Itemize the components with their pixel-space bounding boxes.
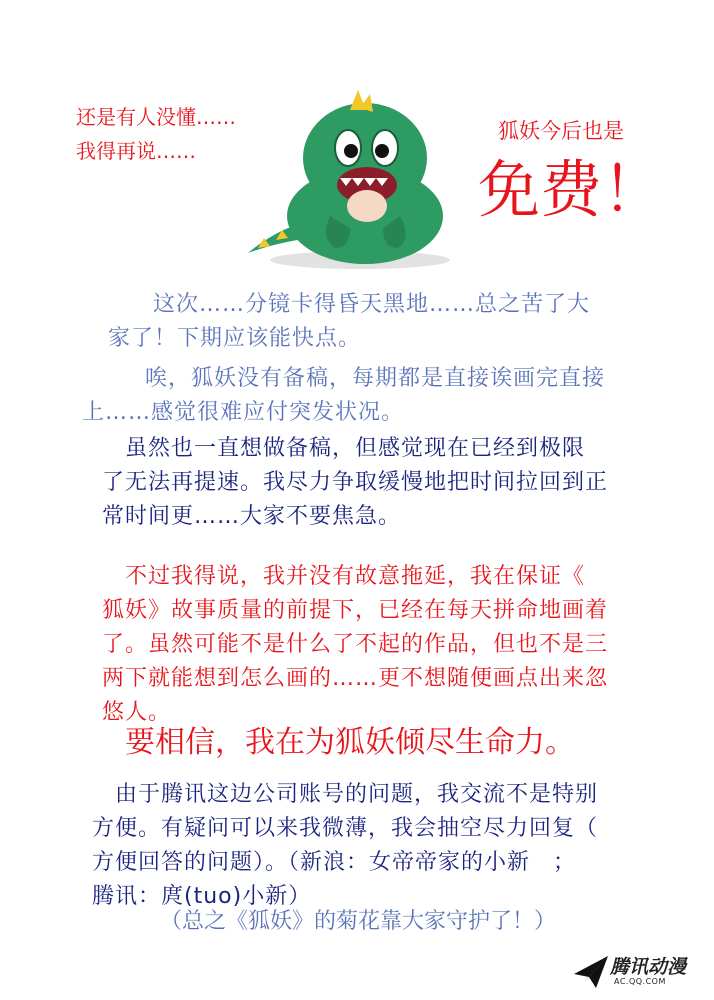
header-left-line: 还是有人没懂…… — [76, 105, 236, 129]
text-line: 两下就能想到怎么画的……更不想随便画点出来忽 — [102, 666, 609, 691]
free-headline: 免费！ — [478, 153, 665, 226]
header-left-line: 我得再说…… — [76, 139, 196, 163]
text-line: 狐妖》故事质量的前提下，已经在每天拼命地画着 — [102, 598, 609, 623]
paragraph-red — [102, 560, 608, 730]
text-line: 虽然也一直想做备稿，但感觉现在已经到极限 — [102, 436, 586, 461]
inner-face — [347, 190, 387, 222]
text-line: 了。虽然可能不是什么了不起的作品，但也不是三 — [102, 632, 609, 657]
mascot-illustration — [240, 88, 470, 273]
paragraph-blue-2 — [82, 362, 606, 430]
text-line: 方便。有疑问可以来我微薄，我会抽空尽力回复（ — [92, 816, 599, 841]
text-line: 上……感觉很难应付突发状况。 — [82, 400, 405, 425]
text-line: 家了！下期应该能快点。 — [108, 326, 362, 351]
paragraph-navy — [102, 432, 608, 534]
header-left-text — [76, 100, 236, 168]
header-right-text: 狐妖今后也是 — [498, 119, 624, 143]
text-line: 悠人。 — [102, 700, 172, 725]
logo-text: 腾讯动漫 — [610, 956, 687, 978]
text-line: 由于腾讯这边公司账号的问题，我交流不是特别 — [92, 782, 599, 807]
text-line: 常时间更……大家不要焦急。 — [102, 504, 402, 529]
text-line: 了无法再提速。我尽力争取缓慢地把时间拉回到正 — [102, 470, 609, 495]
closing-line: （总之《狐妖》的菊花靠大家守护了！） — [160, 909, 557, 934]
text-line: 方便回答的问题）。（新浪：女帝帝家的小新 ； — [92, 850, 577, 875]
pupil-left — [344, 144, 358, 158]
pupil-right — [375, 144, 389, 158]
text-line: 唉，狐妖没有备稿，每期都是直接诶画完直接 — [122, 366, 606, 391]
paragraph-contact — [92, 778, 598, 914]
text-line: 不过我得说，我并没有故意拖延，我在保证《 — [102, 564, 586, 589]
paragraph-blue-1 — [108, 288, 591, 356]
paper-plane-icon — [572, 952, 610, 992]
tencent-comics-logo — [572, 950, 707, 995]
logo-url: AC.QQ.COM — [614, 977, 666, 986]
head-spikes — [350, 90, 373, 112]
text-line: 这次……分镜卡得昏天黑地……总之苦了大 — [130, 292, 591, 317]
text-line: 腾讯：庹(tuo)小新） — [92, 884, 312, 909]
believe-headline: 要相信，我在为狐妖倾尽生命力。 — [125, 725, 575, 760]
